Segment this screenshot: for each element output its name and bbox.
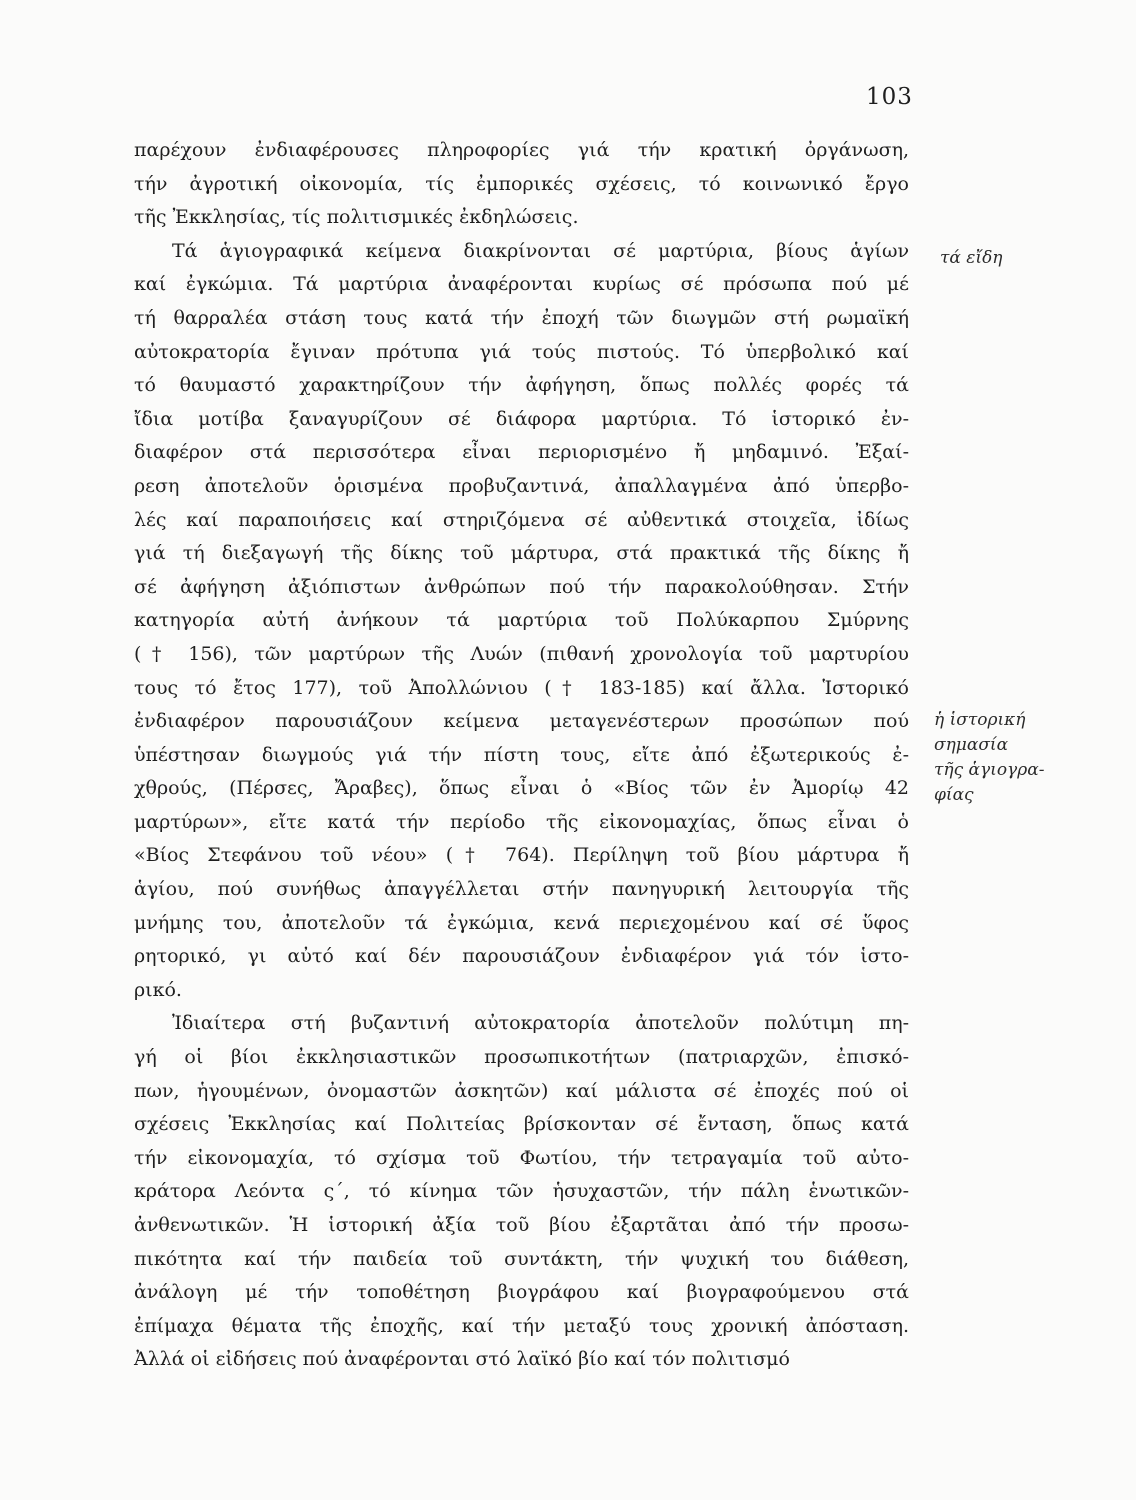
page-number: 103 xyxy=(866,84,913,110)
text-line: σχέσεις Ἐκκλησίας καί Πολιτείας βρίσκονταν σέ ἔνταση, ὅπως κατά xyxy=(134,1113,909,1136)
text-line: πικότητα καί τήν παιδεία τοῦ συντάκτη, τήν ψυχική του διάθεση, xyxy=(134,1247,909,1270)
text-line: καί ἐγκώμια. Τά μαρτύρια ἀναφέρονται κυρίως σέ πρόσωπα πού μέ xyxy=(134,273,909,296)
text-line: γιά τή διεξαγωγή τῆς δίκης τοῦ μάρτυρα, στά πρακτικά τῆς δίκης ἤ xyxy=(134,542,909,565)
text-line: μαρτύρων», εἴτε κατά τήν περίοδο τῆς εἰκονομαχίας, ὅπως εἶναι ὁ xyxy=(134,810,909,833)
text-line: ἁγίου, πού συνήθως ἀπαγγέλλεται στήν πανηγυρική λειτουργία τῆς xyxy=(134,878,909,901)
margin-note-historical-significance xyxy=(934,708,1044,808)
text-line: λές καί παραποιήσεις καί στηριζόμενα σέ αὐθεντικά στοιχεῖα, ἰδίως xyxy=(134,508,909,531)
text-line: τήν ἀγροτική οἰκονομία, τίς ἐμπορικές σχέσεις, τό κοινωνικό ἔργο xyxy=(134,172,909,195)
margin-note-line: τά εἴδη xyxy=(940,248,1003,268)
text-line: ἴδια μοτίβα ξαναγυρίζουν σέ διάφορα μαρτύρια. Τό ἱστορικό ἐν- xyxy=(134,407,909,430)
text-line: ἐνδιαφέρον παρουσιάζουν κείμενα μεταγενέστερων προσώπων πού xyxy=(134,710,909,733)
text-line: κατηγορία αὐτή ἀνήκουν τά μαρτύρια τοῦ Πολύκαρπου Σμύρνης xyxy=(134,609,909,632)
text-line: τή θαρραλέα στάση τους κατά τήν ἐποχή τῶν διωγμῶν στή ρωμαϊκή xyxy=(134,306,909,329)
margin-note-line: σημασία xyxy=(934,735,1009,755)
text-line: «Βίος Στεφάνου τοῦ νέου» († 764). Περίληψη τοῦ βίου μάρτυρα ἤ xyxy=(134,844,909,867)
text-line: γή οἱ βίοι ἐκκλησιαστικῶν προσωπικοτήτων (πατριαρχῶν, ἐπισκό- xyxy=(134,1046,909,1069)
text-line: ρεση ἀποτελοῦν ὁρισμένα προβυζαντινά, ἀπαλλαγμένα ἀπό ὑπερβο- xyxy=(134,474,909,497)
text-line: τήν εἰκονομαχία, τό σχίσμα τοῦ Φωτίου, τήν τετραγαμία τοῦ αὐτο- xyxy=(134,1146,909,1169)
text-line: Ἰδιαίτερα στή βυζαντινή αὐτοκρατορία ἀποτελοῦν πολύτιμη πη- xyxy=(172,1012,909,1035)
text-line: ρικό. xyxy=(134,978,182,1001)
text-line: († 156), τῶν μαρτύρων τῆς Λυών (πιθανή χρονολογία τοῦ μαρτυρίου xyxy=(134,642,909,665)
text-line: ἀνάλογη μέ τήν τοποθέτηση βιογράφου καί βιογραφούμενου στά xyxy=(134,1281,909,1304)
margin-note-types xyxy=(940,246,1003,271)
text-line: τό θαυμαστό χαρακτηρίζουν τήν ἀφήγηση, ὅπως πολλές φορές τά xyxy=(134,374,909,397)
text-line: ρητορικό, γι αὐτό καί δέν παρουσιάζουν ἐνδιαφέρον γιά τόν ἱστο- xyxy=(134,945,909,968)
margin-note-line: τῆς ἁγιογρα- xyxy=(934,760,1045,780)
text-line: διαφέρον στά περισσότερα εἶναι περιορισμένο ἤ μηδαμινό. Ἐξαί- xyxy=(134,441,909,464)
text-line: ὑπέστησαν διωγμούς γιά τήν πίστη τους, εἴτε ἀπό ἐξωτερικούς ἐ- xyxy=(134,743,909,766)
text-line: Ἀλλά οἱ εἰδήσεις πού ἀναφέρονται στό λαϊκό βίο καί τόν πολιτισμό xyxy=(134,1348,790,1371)
text-line: τῆς Ἐκκλησίας, τίς πολιτισμικές ἐκδηλώσεις. xyxy=(134,206,579,229)
margin-note-line: φίας xyxy=(934,785,974,805)
margin-note-line: ἡ ἱστορική xyxy=(934,710,1026,730)
text-line: πων, ἡγουμένων, ὀνομαστῶν ἀσκητῶν) καί μάλιστα σέ ἐποχές πού οἱ xyxy=(134,1079,909,1102)
text-line: Τά ἁγιογραφικά κείμενα διακρίνονται σέ μαρτύρια, βίους ἁγίων xyxy=(172,239,909,262)
text-line: χθρούς, (Πέρσες, Ἄραβες), ὅπως εἶναι ὁ «Βίος τῶν ἐν Ἀμορίῳ 42 xyxy=(134,777,909,800)
text-line: κράτορα Λεόντα ς΄, τό κίνημα τῶν ἡσυχαστῶν, τήν πάλη ἑνωτικῶν- xyxy=(134,1180,909,1203)
text-line: ἐπίμαχα θέματα τῆς ἐποχῆς, καί τήν μεταξύ τους χρονική ἀπόσταση. xyxy=(134,1314,909,1337)
text-line: παρέχουν ἐνδιαφέρουσες πληροφορίες γιά τήν κρατική ὀργάνωση, xyxy=(134,139,909,161)
text-line: σέ ἀφήγηση ἀξιόπιστων ἀνθρώπων πού τήν παρακολούθησαν. Στήν xyxy=(134,575,909,598)
text-line: μνήμης του, ἀποτελοῦν τά ἐγκώμια, κενά περιεχομένου καί σέ ὕφος xyxy=(134,911,909,934)
text-line: τους τό ἔτος 177), τοῦ Ἀπολλώνιου († 183-185) καί ἄλλα. Ἱστορικό xyxy=(134,676,909,699)
text-line: αὐτοκρατορία ἔγιναν πρότυπα γιά τούς πιστούς. Τό ὑπερβολικό καί xyxy=(134,340,909,363)
text-line: ἀνθενωτικῶν. Ἡ ἱστορική ἀξία τοῦ βίου ἐξαρτᾶται ἀπό τήν προσω- xyxy=(134,1214,909,1236)
main-text xyxy=(134,134,909,1377)
